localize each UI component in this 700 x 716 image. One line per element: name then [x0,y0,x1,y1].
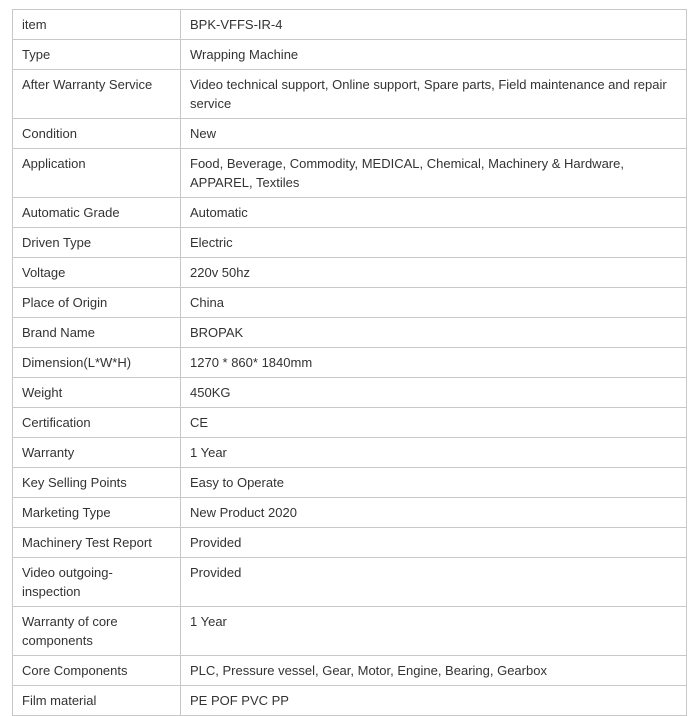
spec-key: Place of Origin [13,288,181,318]
spec-key: Film material [13,686,181,716]
spec-value: Provided [181,528,687,558]
table-row [13,198,687,228]
spec-value: Easy to Operate [181,468,687,498]
table-row [13,348,687,378]
spec-key: Condition [13,119,181,149]
spec-value: Wrapping Machine [181,40,687,70]
spec-value: PLC, Pressure vessel, Gear, Motor, Engine, Bearing, Gearbox [181,656,687,686]
table-row [13,656,687,686]
spec-value: Provided [181,558,687,607]
spec-key: Core Components [13,656,181,686]
table-row [13,40,687,70]
table-row [13,119,687,149]
table-row [13,408,687,438]
spec-value: New [181,119,687,149]
spec-value: New Product 2020 [181,498,687,528]
spec-value: 1 Year [181,607,687,656]
spec-key: Type [13,40,181,70]
table-row [13,558,687,607]
table-row [13,70,687,119]
table-row [13,288,687,318]
product-spec-table [12,9,687,716]
spec-key: Warranty of core components [13,607,181,656]
spec-value: Video technical support, Online support, Spare parts, Field maintenance and repair service [181,70,687,119]
table-row [13,378,687,408]
spec-key: Application [13,149,181,198]
spec-key: Weight [13,378,181,408]
table-row [13,258,687,288]
spec-key: Machinery Test Report [13,528,181,558]
table-row [13,468,687,498]
spec-table-body [13,10,687,716]
table-row [13,686,687,716]
spec-key: Video outgoing-inspection [13,558,181,607]
spec-key: Driven Type [13,228,181,258]
spec-table-container [12,9,686,716]
table-row [13,498,687,528]
table-row [13,438,687,468]
spec-value: 450KG [181,378,687,408]
spec-value: 1270 * 860* 1840mm [181,348,687,378]
spec-value: PE POF PVC PP [181,686,687,716]
spec-value: Electric [181,228,687,258]
spec-value: Automatic [181,198,687,228]
spec-value: BPK-VFFS-IR-4 [181,10,687,40]
spec-key: Key Selling Points [13,468,181,498]
spec-value: 220v 50hz [181,258,687,288]
spec-key: Brand Name [13,318,181,348]
spec-value: CE [181,408,687,438]
table-row [13,528,687,558]
spec-key: Marketing Type [13,498,181,528]
table-row [13,149,687,198]
spec-value: 1 Year [181,438,687,468]
spec-key: item [13,10,181,40]
spec-key: Warranty [13,438,181,468]
spec-key: Voltage [13,258,181,288]
spec-key: Certification [13,408,181,438]
spec-key: After Warranty Service [13,70,181,119]
spec-value: Food, Beverage, Commodity, MEDICAL, Chemical, Machinery & Hardware, APPAREL, Textiles [181,149,687,198]
table-row [13,228,687,258]
spec-value: China [181,288,687,318]
table-row [13,318,687,348]
spec-key: Dimension(L*W*H) [13,348,181,378]
table-row [13,10,687,40]
spec-value: BROPAK [181,318,687,348]
table-row [13,607,687,656]
spec-key: Automatic Grade [13,198,181,228]
